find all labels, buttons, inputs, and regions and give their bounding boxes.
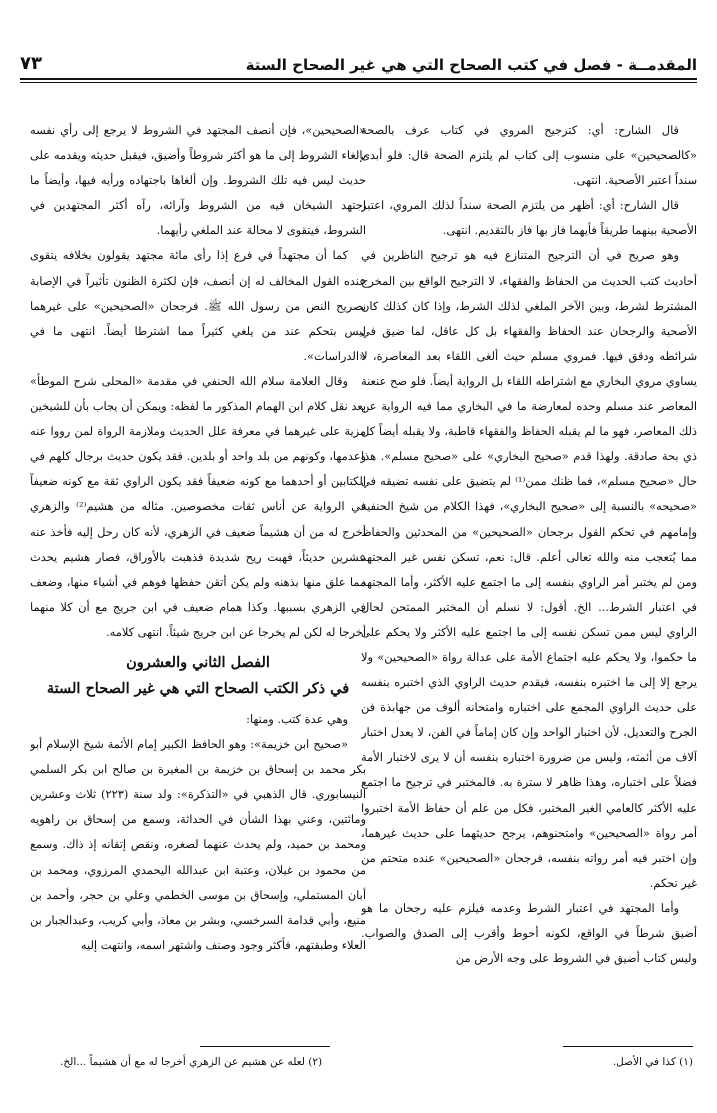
running-header: [20, 44, 697, 74]
header-title: [246, 56, 697, 74]
header-rule-thick: [20, 78, 697, 80]
header-separator: -: [611, 56, 629, 74]
right-column: [361, 118, 697, 1036]
paragraph: قال الشارح: أي: أظهر من يلتزم الصحة سنداً لذلك المروي، اعتبر الأصحية بينهما طريقاً فأيهما فاز بها فاز بالتقديم. انتهى.: [361, 198, 697, 238]
footnote-1: (١) كذا في الأصل.: [612, 1056, 693, 1068]
paragraph: وهي عدة كتب. ومنها:: [246, 711, 348, 726]
left-column: [30, 118, 366, 1036]
header-chapter-title: فصل في كتب الصحاح التي هي غير الصحاح الستة: [245, 56, 612, 74]
paragraph: كما أن مجتهداً في فرع إذا رأى مائة مجتهد يقولون بخلافه يتقوى عنده القول المخالف له إن أنصف، فإن لكثرة الظنون تأثيراً في الإصابة بصريح النص من رسول الله ﷺ. فرجحان «الصحيحين» على غيرهما ليس بتحكم عند من يلغي كثيراً مما اشترطا أيضاً. انتهى ما في «الدراسات».: [30, 248, 366, 363]
paragraph: «صحيح ابن خزيمة»: وهو الحافظ الكبير إمام الأئمة شيخ الإسلام أبو بكر محمد بن إسحاق بن خزيمة بن المغيرة بن صالح ابن بكر السلمي النيسابوري. قال الذهبي في «التذكرة»: ولد سنة (٢٢٣) ثلاث وعشرين ومائتين، وعني بهذا الشأن في الحداثة، وسمع من إسحاق بن راهويه ومحمد بن حميد، ولم يحدث عنهما لصغره، ونقص إتقانه إذ ذاك. وسمع من محمود بن غيلان، وعتبة ابن عبدالله اليحمدي المرزوي، ومحمد بن أبان المستملي، وإسحاق بن موسى الخطمي وعلي بن حجر، وأحمد بن منيع، وأبي قدامة السرخسي، وبشر بن معاذ، وأبي كريب، وعبدالجبار بن العلاء وطبقتهم، فأكثر وجود وصنف واشتهر اسمه، وانتهت إليه: [30, 737, 366, 952]
paragraph: وأما المجتهد في اعتبار الشرط وعدمه فيلزم عليه رجحان ما هو أضيق شرطاً في الواقع، لكونه أحوط وأقرب إلى الصدق والصواب. وليس كتاب أضيق في الشروط على وجه الأرض من: [361, 900, 697, 966]
header-section-name: المقدمــة: [628, 56, 697, 74]
paragraph: قال الشارح: أي: كترجيح المروي في كتاب عرف بالصحة «كالصحيحين» على منسوب إلى كتاب لم يلتزم الصحة قال: فلو أبدى سنداً اعتبر الأصحية. انتهى.: [361, 123, 697, 188]
paragraph: وهو صريح في أن الترجيح المتنازع فيه هو ترجيح الناظرين في أحاديث كتب الحديث من الحفاظ والفقهاء، لا الترجيح الواقع بين المخرج المشترط لشرط، وبين الآخر الملغي لذلك الشرط، وإذا كان كذلك كان الأصحية والرجحان عند الحفاظ والفقهاء بل كل عاقل، لما ضيق في شرائطه ودقق فيها. فمروي مسلم حيث ألغى اللقاء بعد المعاصرة، لا يساوي مروي البخاري مع اشتراطه اللقاء بل الرواية أيضاً. فلو صح عنعنة المعاصر عند مسلم وحده لمعارضة ما في البخاري مما فيه الرواية عن ذلك المعاصر، فهو ما لم يقبله الحفاظ والفقهاء قاطبة، ولا يقبله أيضاً كل ذي بحة صادقة. ولهذا قدم «صحيح البخاري» على «صحيح مسلم». هذا حال «صحيح مسلم»، فما ظنك ممن⁽¹⁾ لم يتضيق على نفسه تضيقه في «صحيحه» بالنسبة إلى «صحيح البخاري»، فهذا الكلام من شيخ الحنفية وإمامهم في تحكم القول برجحان «الصحيحين» من المحدثين والحفاظ مما يُتعجب منه والله تعالى أعلم. قال: نعم، تسكن نفس غير المجتهد ومن لم يختبر أمر الراوي بنفسه إلى ما اجتمع عليه الأكثر، وأما المجتهد في اعتبار الشرط... الخ. أقول: لا نسلم أن المختبر الممتحن لحال الراوي ليس ممن تسكن نفسه إلى ما اجتمع عليه الأكثر ولا يحكم على ما حكموا، ولا يحكم عليه اجتماع الأمة على عدالة رواة «الصحيحين» ولا يرجع إلا إلى ما اختبره بنفسه، فيقدم حديث الراوي الذي اختبره بنفسه على حديث الراوي المجمع على اختباره وامتحانه ألوف من جهابذة فن الجرح والتعديل، لأن اختبار الواحد وإن كان إماماً في الفن، لا يعدل اختبار آلاف من أئمته، وليس من ضرورة اختباره بنفسه أن لا يرى لاختبار الأمة فضلاً على اختباره، وهذا ظاهر لا سترة به. فالمختبر في ترجيح ما اجتمع عليه الأكثر كالعامي الغير المختبر، فكل من علم أن حفاظ الأمة اختبروا أمر رواة «الصحيحين» وامتحنوهم، يرجح حديثهما على حديث غيرهما، وإن اختبر فيه أمر رواته بنفسه، فرجحان «الصحيحين» عنده متحتم من غير تحكم.: [361, 248, 697, 890]
header-rule-thin: [20, 82, 697, 83]
chapter-subheading: في ذكر الكتب الصحاح التي هي غير الصحاح الستة: [46, 679, 350, 697]
footnote-rule: [563, 1046, 693, 1047]
paragraph: «الصحيحين»، فإن أنصف المجتهد في الشروط لا يرجع إلى رأي نفسه بإلغاء الشروط إلى ما هو أكثر شروطاً وأضيق، فيقبل حديثه ويقدمه على حديث ليس فيه تلك الشروط. وإن ألغاها باجتهاده ورأيه فيها، وأيضاً ما اجتهد الشيخان فيه من الشروط وآرائه، رآه أكثر المجتهدين في الشروط، فيتقوى لا محالة عند الملغي رأيهما.: [30, 123, 366, 238]
footnote-rule: [200, 1046, 330, 1047]
chapter-heading: الفصل الثاني والعشرون: [126, 653, 270, 671]
paragraph: وقال العلامة سلام الله الحنفي في مقدمة «المحلى شرح الموطأ» بعد نقل كلام ابن الهمام المذكور ما لفظه: ويمكن أن يجاب بأن للشيخين مزية على غيرهما في معرفة علل الحديث وملازمة الرواة لمن رووا عنه وعدمها، وكونهم من بلد واحد أو بلدين. فقد يكون حديث برجال كلهم في الكتابين أو أحدهما مع كونه ضعيفاً فقد يكون الراوي ثقة مع كونه ضعيفاً في الرواية عن أناس ثقات مخصوصين. مثاله من هشيم⁽²⁾ والزهري أخرج له من أن هشيماً ضعيف في الزهري، لأنه كان رحل إليه فأخذ عنه عشرين حديثاً، فهبت ريح شديدة فذهبت بالأوراق، فصار هشيم يحدث مما علق منها بذهنه ولم يكن أتقن حفظها فوهم في أشياء منها، وضعف في الزهري بسببها. وكذا همام ضعيف في ابن جريج مع أن كلا منهما أخرجا له لكن لم يخرجا عن ابن جريج شيئاً. انتهى كلامه.: [30, 373, 366, 639]
footnote-2: (٢) لعله عن هشيم عن الزهري أخرجا له مع أن هشيماً ...الخ.: [60, 1056, 323, 1068]
page-number: ٧٣: [20, 53, 42, 74]
